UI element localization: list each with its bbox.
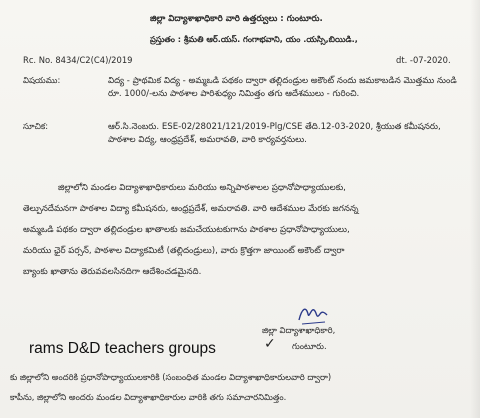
subject-text: విద్య - ప్రాథమిక విద్య - అమ్మఒడి పథకం ద్వారా తల్లిదండ్రుల అకౌంట్ నందు జమకాబడిన మొత్తము నుండి రూ. 1000/-లను పాఠశాల పారిశుధ్యం నిమిత్తం తగు ఆదేశములు - గురించి. <box>108 76 457 100</box>
footer-line-1: కు జిల్లాలోని అందరికి ప్రధానోపాధ్యాయులకారికి (సంబంధిత మండల విద్యాశాఖాధికారులవారి ద్వారా) <box>10 372 332 382</box>
body-line-4: మరియు ఛైర్ పర్సన్, పాఠశాల విద్యాకమిటీ (తల్లిదండ్రులు), వారు క్రొత్తగా జాయింట్ అకౌంట్ ద్వారా <box>23 246 345 256</box>
subject-label: విషయము: <box>23 75 61 85</box>
body-line-1: జిల్లాలోని మండల విద్యాశాఖాధికారులు మరియు అన్నిపాఠశాలల ప్రధానోపాధ్యాయులకు, <box>58 183 346 193</box>
body-line-5: బ్యాంకు ఖాతాను తెరువవలసినదిగా ఆదేశించడమైనది. <box>23 267 202 277</box>
body-line-3: అమ్మఒడి పథకం ద్వారా తల్లిదండ్రుల ఖాతాలకు జమచేయుటకుగాను పాఠశాల ప్రధానోపాధ్యాయులు, <box>23 225 350 235</box>
signatory-place: గుంటూరు. <box>292 341 327 351</box>
reference-label: సూచిక: <box>23 121 49 131</box>
office-header-title: జిల్లా విద్యాశాఖాధికారి వారి ఉత్తర్వులు : గుంటూరు. <box>150 14 323 24</box>
body-line-2: తెల్పునదేమనగా పాఠశాల విద్యా కమీషనరు, ఆంధ్రప్రదేశ్, అమరావతి. వారి ఆదేశముల మేరకు జగనన్న <box>23 204 359 214</box>
officer-name-line: ప్రస్తుతం : శ్రీమతి ఆర్.యస్. గంగాభవాని, యం .యస్సి,బియిడి., <box>150 34 358 44</box>
watermark-text: rams D&D teachers groups <box>29 340 216 357</box>
reference-number: Rc. No. 8434/C2(C4)/2019 <box>23 55 133 65</box>
page-edge-shadow <box>470 0 480 418</box>
footer-line-2: కాపీను, జిల్లాలోని అందరు మండల విద్యాశాఖాధికారుల వారికి తగు సమాచారనిమిత్తం. <box>10 392 287 402</box>
document-date: dt. -07-2020. <box>396 55 451 65</box>
reference-text: ఆర్.సి.నెంబరు. ESE-02/28021/121/2019-Plg/CSE తేది.12-03-2020, శ్రీయుత కమీషనరు, పాఠశాల విద్య, ఆంధ్రప్రదేశ్, అమరావతి, వారి కార్యవర్తనులు. <box>108 122 441 145</box>
check-mark-icon: ✓ <box>264 336 276 352</box>
signatory-title: జిల్లా విద్యాశాఖాధికారి, <box>262 325 336 335</box>
